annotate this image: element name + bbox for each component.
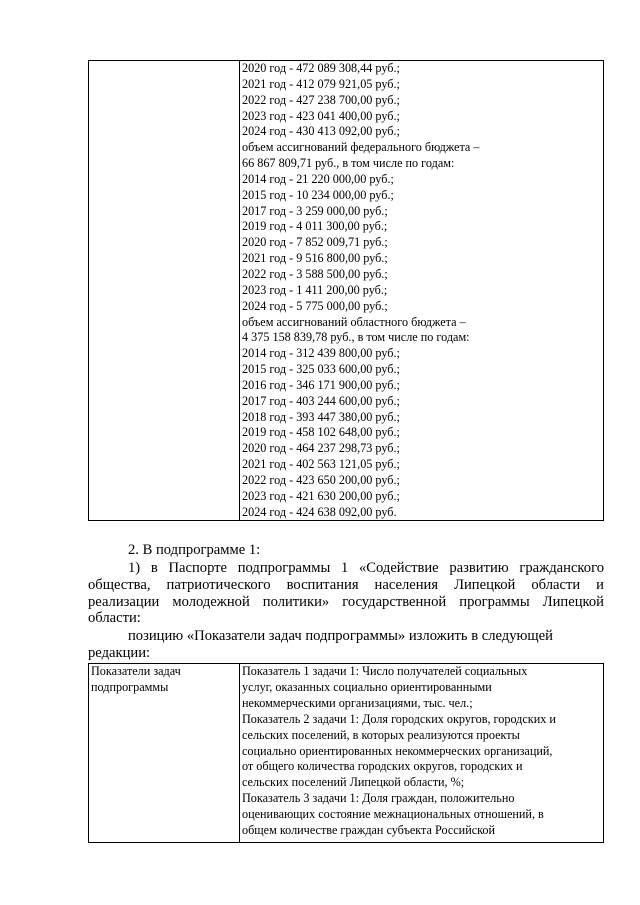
funding-line: 2019 год - 458 102 648,00 руб.; (242, 425, 400, 440)
indicator-line: социально ориентированных некоммерческих организаций, (242, 743, 553, 758)
indicator-line: сельских поселений Липецкой области, %; (242, 775, 465, 790)
indicator-line: некоммерческими организациями, тыс. чел.; (242, 695, 473, 710)
funding-line: 66 867 809,71 руб., в том числе по годам: (242, 156, 455, 171)
indicators-table-value-cell (240, 664, 604, 843)
funding-line: 2020 год - 7 852 009,71 руб.; (242, 235, 388, 250)
funding-line: объем ассигнований федерального бюджета – (242, 140, 480, 155)
funding-table-value-cell (240, 61, 604, 521)
indicators-label-line: Показатели задач (91, 664, 181, 678)
funding-line: объем ассигнований областного бюджета – (242, 314, 466, 329)
indicators-table-label-cell (89, 664, 240, 843)
funding-line: 2023 год - 421 630 200,00 руб.; (242, 488, 400, 503)
indicator-line: Показатель 2 задачи 1: Доля городских округов, городских и (242, 711, 556, 726)
funding-line: 2024 год - 430 413 092,00 руб.; (242, 124, 400, 139)
funding-line: 2018 год - 393 447 380,00 руб.; (242, 409, 400, 424)
funding-line: 2017 год - 3 259 000,00 руб.; (242, 203, 388, 218)
funding-table (88, 60, 604, 521)
funding-line: 2022 год - 427 238 700,00 руб.; (242, 92, 400, 107)
indicator-line: сельских поселений, в которых реализуются проекты (242, 727, 520, 742)
indicators-label-line: подпрограммы (91, 679, 169, 694)
indicator-line: оценивающих состояние межнациональных отношений, в (242, 807, 544, 822)
funding-line: 2019 год - 4 011 300,00 руб.; (242, 219, 388, 234)
funding-line: 2017 год - 403 244 600,00 руб.; (242, 393, 400, 408)
indicators-table (88, 663, 604, 843)
funding-line: 2021 год - 9 516 800,00 руб.; (242, 251, 388, 266)
funding-line: 2023 год - 1 411 200,00 руб.; (242, 282, 388, 297)
funding-line: 2015 год - 10 234 000,00 руб.; (242, 187, 394, 202)
funding-line: 2021 год - 402 563 121,05 руб.; (242, 457, 400, 472)
funding-line: 2014 год - 312 439 800,00 руб.; (242, 346, 400, 361)
indicator-line: Показатель 1 задачи 1: Число получателей социальных (242, 664, 528, 678)
funding-line: 2021 год - 412 079 921,05 руб.; (242, 76, 400, 91)
funding-line: 2020 год - 464 237 298,73 руб.; (242, 441, 400, 456)
funding-line: 2015 год - 325 033 600,00 руб.; (242, 362, 400, 377)
indicator-line: Показатель 3 задачи 1: Доля граждан, положительно (242, 791, 515, 806)
funding-line: 2024 год - 424 638 092,00 руб. (242, 504, 397, 519)
section-heading: 2. В подпрограмме 1: (128, 542, 261, 558)
funding-line: 4 375 158 839,78 руб., в том числе по годам: (242, 330, 470, 345)
funding-table-label-cell (89, 61, 240, 521)
indicator-line: общем количестве граждан субъекта Российской (242, 823, 496, 838)
paragraph-position-indicators (88, 628, 604, 662)
funding-line: 2022 год - 3 588 500,00 руб.; (242, 266, 388, 281)
funding-line: 2024 год - 5 775 000,00 руб.; (242, 298, 388, 313)
indicator-line: услуг, оказанных социально ориентированными (242, 679, 492, 694)
funding-line: 2023 год - 423 041 400,00 руб.; (242, 108, 400, 123)
indicator-line: от общего количества городских округов, городских и (242, 759, 523, 774)
funding-line: 2020 год - 472 089 308,44 руб.; (242, 61, 400, 75)
paragraph-position-indicators-end: редакции: (88, 644, 151, 661)
paragraph-passport-subprogram: 1) в Паспорте подпрограммы 1 «Содействие развитию гражданского общества, патриотического воспитания населения Липецкой области и реализации молодежной политики» государственной программы Липецкой области: (88, 560, 604, 627)
funding-line: 2014 год - 21 220 000,00 руб.; (242, 171, 394, 186)
paragraph-position-indicators-text: позицию «Показатели задач подпрограммы» изложить в следующей (128, 628, 553, 644)
funding-line: 2016 год - 346 171 900,00 руб.; (242, 377, 400, 392)
funding-line: 2022 год - 423 650 200,00 руб.; (242, 472, 400, 487)
